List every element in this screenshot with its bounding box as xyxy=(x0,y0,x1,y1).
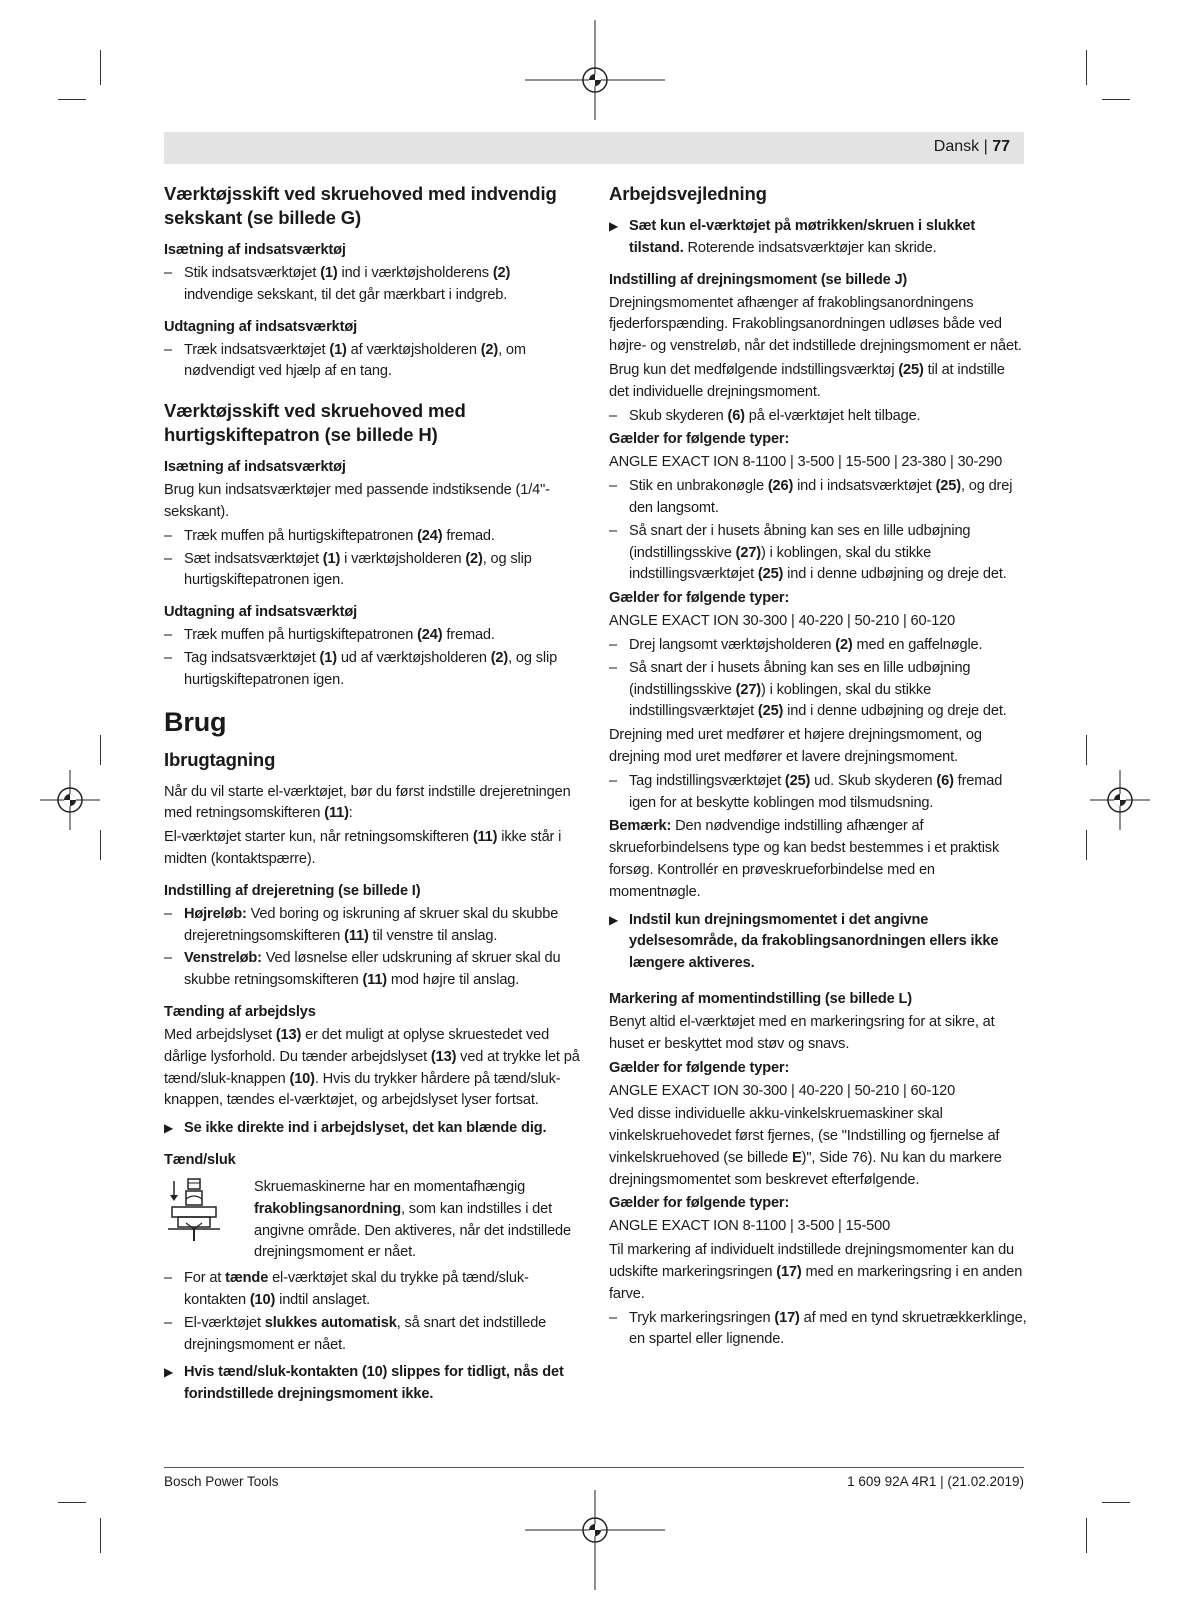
subsection-title: Tænding af arbejdslys xyxy=(164,1003,316,1020)
registration-mark-icon xyxy=(525,1490,665,1590)
paragraph: El-værktøjet starter kun, når retningsomskifteren (11) ikke står i midten (kontaktspærre). xyxy=(164,829,562,867)
crop-mark xyxy=(1102,99,1130,100)
subsection-title: Indstilling af drejningsmoment (se billede J) xyxy=(609,271,908,288)
clutch-icon xyxy=(164,1177,254,1264)
crop-mark xyxy=(100,50,101,85)
list-item: – Træk muffen på hurtigskiftepatronen (24) fremad. xyxy=(164,526,580,548)
instruction-list xyxy=(609,771,1027,815)
clutch-info xyxy=(164,1177,580,1264)
instruction-list xyxy=(609,1308,1027,1352)
subsection-title: Udtagning af indsatsværktøj xyxy=(164,604,357,621)
crop-mark xyxy=(1086,1518,1087,1553)
types-list: ANGLE EXACT ION 8-1100 | 3-500 | 15-500 xyxy=(609,1218,891,1235)
list-item: – Træk indsatsværktøjet (1) af værktøjsholderen (2), om nødvendigt ved hjælp af en tang. xyxy=(164,340,580,384)
instruction-list xyxy=(609,476,1027,586)
paragraph: Benyt altid el-værktøjet med en markeringsring for at sikre, at huset er beskyttet mod støv og snavs. xyxy=(609,1013,995,1052)
list-item: – El-værktøjet slukkes automatisk, så snart det indstillede drejningsmoment er nået. xyxy=(164,1313,580,1357)
instruction-list xyxy=(164,526,580,592)
list-item: – Drej langsomt værktøjsholderen (2) med en gaffelnøgle. xyxy=(609,635,1027,657)
warning-note: ▶ Se ikke direkte ind i arbejdslyset, det kan blænde dig. xyxy=(164,1118,580,1140)
page-header xyxy=(164,132,1024,164)
warning-note: ▶ Indstil kun drejningsmomentet i det angivne ydelsesområde, da frakoblingsanordningen ellers ikke længere aktiveres. xyxy=(609,910,1027,975)
crop-mark xyxy=(100,735,101,765)
warning-note: ▶ Sæt kun el-værktøjet på møtrikken/skruen i slukket tilstand. Roterende indsatsværktøjer kan skride. xyxy=(609,216,1027,260)
instruction-list xyxy=(164,263,580,307)
crop-mark xyxy=(1086,830,1087,860)
footer-docnumber: 1 609 92A 4R1 | (21.02.2019) xyxy=(847,1474,1024,1489)
instruction-list xyxy=(164,1268,580,1356)
types-heading: Gælder for følgende typer: xyxy=(609,590,790,607)
warning-note: ▶ Hvis tænd/sluk-kontakten (10) slippes for tidligt, nås det forindstillede drejningsmoment ikke. xyxy=(164,1362,580,1406)
instruction-list xyxy=(164,340,580,384)
paragraph: Brug kun indsatsværktøjer med passende indstiksende (1/4"-sekskant). xyxy=(164,482,550,520)
subsection-title: Markering af momentindstilling (se billede L) xyxy=(609,990,913,1007)
page-header-label: Dansk | 77 xyxy=(933,138,1010,155)
crop-mark xyxy=(100,1518,101,1553)
note-paragraph: Bemærk: Den nødvendige indstilling afhænger af skrueforbindelsens type og kan bedst bestemmes i et praktisk forsøg. Kontrollér en prøveskrueforbindelse med en momentnøgle. xyxy=(609,818,1000,900)
section-title: Værktøjsskift ved skruehoved med hurtigskiftepatron (se billede H) xyxy=(164,400,466,446)
registration-mark-icon xyxy=(1090,760,1150,840)
section-title: Ibrugtagning xyxy=(164,748,276,770)
list-item: – Højreløb: Ved boring og iskruning af skruer skal du skubbe drejeretningsomskifteren (11) til venstre til anslag. xyxy=(164,904,580,948)
registration-mark-icon xyxy=(40,760,100,840)
subsection-title: Isætning af indsatsværktøj xyxy=(164,459,346,476)
types-heading: Gælder for følgende typer: xyxy=(609,431,790,448)
list-item: – Så snart der i husets åbning kan ses en lille udbøjning (indstillingsskive (27)) i koblingen, skal du stikke indstillingsværktøjet (25) ind i denne udbøjning og dreje det. xyxy=(609,521,1027,586)
crop-mark xyxy=(1102,1502,1130,1503)
paragraph: Når du vil starte el-værktøjet, bør du først indstille drejeretningen med retningsomskifteren (11): xyxy=(164,783,571,822)
chapter-title: Brug xyxy=(164,706,227,737)
right-column xyxy=(609,178,1027,1353)
paragraph: Ved disse individuelle akku-vinkelskruemaskiner skal vinkelskruehovedet først fjernes, (se "Indstilling og fjernelse af vinkelskruehoved (se billede E)", Side 76). Nu kan du markere drejningsmomentet som beskrevet efterfølgende. xyxy=(609,1106,1002,1188)
types-list: ANGLE EXACT ION 8-1100 | 3-500 | 15-500 | 23-380 | 30-290 xyxy=(609,454,1003,471)
paragraph: Med arbejdslyset (13) er det muligt at oplyse skruestedet ved dårlige lysforhold. Du tænder arbejdslyset (13) ved at trykke let på tænd/sluk-knappen (10). Hvis du trykker hårdere på tænd/sluk-knappen, tændes el-værktøjet, og arbejdslyset lyser fortsat. xyxy=(164,1026,580,1109)
list-item: – Så snart der i husets åbning kan ses en lille udbøjning (indstillingsskive (27)) i koblingen, skal du stikke indstillingsværktøjet (25) ind i denne udbøjning og dreje det. xyxy=(609,658,1027,723)
types-heading: Gælder for følgende typer: xyxy=(609,1059,790,1076)
registration-mark-icon xyxy=(525,20,665,120)
list-item: – Træk muffen på hurtigskiftepatronen (24) fremad. xyxy=(164,625,580,647)
crop-mark xyxy=(58,1502,86,1503)
instruction-list xyxy=(609,635,1027,723)
subsection-title: Udtagning af indsatsværktøj xyxy=(164,318,357,335)
list-item: – Tag indstillingsværktøjet (25) ud. Skub skyderen (6) fremad igen for at beskytte koblingen mod tilsmudsning. xyxy=(609,771,1027,815)
page-footer xyxy=(164,1467,1024,1489)
crop-mark xyxy=(100,830,101,860)
list-item: – Tag indsatsværktøjet (1) ud af værktøjsholderen (2), og slip hurtigskiftepatronen igen. xyxy=(164,648,580,692)
paragraph: Drejningsmomentet afhænger af frakoblingsanordningens fjederforspænding. Frakoblingsanordningen udløses både ved højre- og venstreløb, når det indstillede drejningsmoment er nået. xyxy=(609,294,1022,355)
instruction-list xyxy=(164,625,580,691)
crop-mark xyxy=(1086,50,1087,85)
list-item: – Skub skyderen (6) på el-værktøjet helt tilbage. xyxy=(609,406,1027,428)
subsection-title: Tænd/sluk xyxy=(164,1151,236,1168)
page-number: 77 xyxy=(992,138,1010,155)
types-list: ANGLE EXACT ION 30-300 | 40-220 | 50-210 | 60-120 xyxy=(609,1082,956,1099)
language-label: Dansk xyxy=(933,138,980,155)
list-item: – Tryk markeringsringen (17) af med en tynd skruetrækkerklinge, en spartel eller lignende. xyxy=(609,1308,1027,1352)
paragraph: Brug kun det medfølgende indstillingsværktøj (25) til at indstille det individuelle drejningsmoment. xyxy=(609,361,1005,400)
subsection-title: Indstilling af drejeretning (se billede I) xyxy=(164,882,421,899)
paragraph: Skruemaskinerne har en momentafhængig frakoblingsanordning, som kan indstilles i det angivne område. Den aktiveres, når det indstillede drejningsmoment er nået. xyxy=(254,1178,571,1261)
crop-mark xyxy=(58,99,86,100)
paragraph: Drejning med uret medfører et højere drejningsmoment, og drejning mod uret medfører et lavere drejningsmoment. xyxy=(609,727,982,765)
crop-mark xyxy=(1086,735,1087,765)
section-title: Værktøjsskift ved skruehoved med indvendig sekskant (se billede G) xyxy=(164,183,557,228)
instruction-list xyxy=(609,406,1027,428)
list-item: – Sæt indsatsværktøjet (1) i værktøjsholderen (2), og slip hurtigskiftepatronen igen. xyxy=(164,549,580,593)
subsection-title: Isætning af indsatsværktøj xyxy=(164,242,346,258)
paragraph: Til markering af individuelt indstillede drejningsmomenter kan du udskifte markeringsringen (17) med en markeringsring i en anden farve. xyxy=(609,1242,1023,1302)
section-title: Arbejdsvejledning xyxy=(609,183,767,204)
types-heading: Gælder for følgende typer: xyxy=(609,1195,790,1212)
list-item: – For at tænde el-værktøjet skal du trykke på tænd/sluk-kontakten (10) indtil anslaget. xyxy=(164,1268,580,1312)
list-item: – Venstreløb: Ved løsnelse eller udskruning af skruer skal du skubbe retningsomskifteren (11) mod højre til anslag. xyxy=(164,948,580,992)
left-column xyxy=(164,178,580,1412)
list-item: – Stik en unbrakonøgle (26) ind i indsatsværktøjet (25), og drej den langsomt. xyxy=(609,476,1027,520)
footer-brand: Bosch Power Tools xyxy=(164,1474,279,1489)
types-list: ANGLE EXACT ION 30-300 | 40-220 | 50-210 | 60-120 xyxy=(609,613,956,630)
list-item: – Stik indsatsværktøjet (1) ind i værktøjsholderens (2) indvendige sekskant, til det går mærkbart i indgreb. xyxy=(164,263,580,307)
instruction-list xyxy=(164,904,580,992)
